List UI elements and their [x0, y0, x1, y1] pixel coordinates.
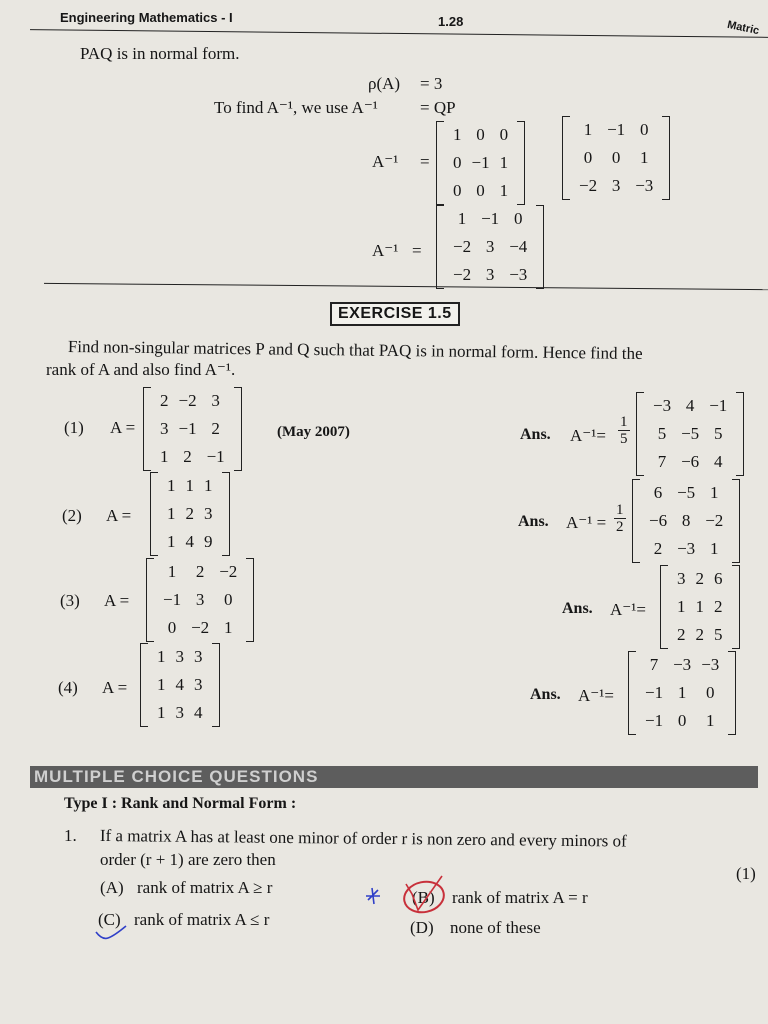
matrix-cell: 4	[685, 396, 695, 415]
matrix-cell: 1	[223, 618, 233, 637]
matrix-cell: 2	[653, 539, 663, 558]
bracket-left	[436, 121, 444, 205]
matrix-cell: 2	[695, 625, 704, 644]
bracket-left	[636, 392, 644, 476]
item-2-ans-lhs: A⁻¹ =	[566, 513, 607, 532]
matrix-cell: 1	[160, 447, 169, 466]
matrix-cell: −2	[178, 391, 197, 410]
matrix-cell: −3	[509, 265, 528, 284]
matrix-q	[436, 121, 525, 205]
matrix-cell: −1	[709, 396, 728, 415]
matrix-cell: 1	[583, 120, 593, 139]
matrix-cell: −1	[645, 683, 664, 702]
header-rule	[30, 29, 768, 38]
matrix-cell: 3	[677, 569, 686, 588]
matrix-cell: −2	[579, 176, 598, 195]
matrix-cell: 1	[167, 532, 176, 551]
matrix-cell: 2	[183, 447, 192, 466]
matrix-cell: 2	[195, 562, 205, 581]
matrix-cell: 0	[583, 148, 593, 167]
q1-number: 1.	[64, 826, 77, 845]
page-number: 1.28	[438, 14, 464, 29]
option-a-text: rank of matrix A ≥ r	[137, 878, 273, 897]
matrix-cell: 3	[204, 504, 213, 523]
matrix-cell: −3	[701, 655, 720, 674]
find-rhs: = QP	[420, 98, 456, 117]
item-4-matrix	[140, 643, 220, 727]
section-rule	[44, 283, 768, 290]
matrix-cell: 3	[211, 391, 220, 410]
matrix-cell: −2	[453, 237, 472, 256]
item-1-ans-matrix	[636, 392, 744, 476]
item-2-ans-fraction: $\frac{1}{2}$	[616, 502, 624, 535]
matrix-cell: 1	[677, 597, 686, 616]
matrix-cell: −6	[681, 452, 700, 471]
item-1-ans-lhs: A⁻¹=	[570, 426, 606, 445]
pen-tick-mark-icon	[92, 924, 132, 944]
matrix-cell: 0	[705, 683, 715, 702]
matrix-cell: −4	[509, 237, 528, 256]
exercise-prompt-line1: Find non-singular matrices P and Q such that PAQ is in normal form. Hence find the	[67, 337, 643, 364]
matrix-cell: 1	[499, 181, 509, 200]
matrix-cell: 3	[195, 590, 205, 609]
matrix-cell: 0	[453, 181, 462, 200]
matrix-cell: 4	[713, 452, 723, 471]
matrix-cell: 5	[657, 424, 667, 443]
matrix-cell: −1	[471, 153, 490, 172]
matrix-cell: 3	[485, 265, 495, 284]
item-1-ans-fraction: $\frac{1}{5}$	[620, 414, 628, 447]
matrix-cell: −5	[681, 424, 700, 443]
matrix-cell: 5	[713, 424, 723, 443]
bracket-left	[562, 116, 570, 200]
matrix-cell: 0	[639, 120, 649, 139]
bracket-right	[222, 472, 230, 556]
option-a-label: (A)	[100, 878, 124, 897]
matrix-cell: 4	[175, 675, 184, 694]
option-d-label: (D)	[410, 918, 434, 937]
matrix-cell: −3	[673, 655, 692, 674]
option-c-label: (C)	[98, 910, 121, 929]
matrix-cell: −1	[178, 419, 197, 438]
matrix-cell: 7	[649, 655, 659, 674]
bracket-right	[212, 643, 220, 727]
matrix-cell: 0	[513, 209, 523, 228]
matrix-cell: 6	[653, 483, 663, 502]
item-1-ans-label: Ans.	[520, 426, 551, 443]
bracket-right	[736, 392, 744, 476]
matrix-cell: 3	[485, 237, 495, 256]
matrix-cell: 2	[677, 625, 686, 644]
matrix-cell: 0	[499, 125, 509, 144]
matrix-cell: 0	[223, 590, 233, 609]
matrix-cell: 1	[167, 504, 176, 523]
item-2-lhs: A =	[106, 506, 132, 525]
matrix-cell: 1	[677, 683, 687, 702]
matrix-cell: 2	[714, 597, 723, 616]
matrix-cell: −5	[677, 483, 696, 502]
equals-2: =	[412, 241, 422, 260]
matrix-cell: 3	[194, 647, 203, 666]
bracket-right	[234, 387, 242, 471]
bracket-left	[660, 565, 668, 649]
matrix-cell: 1	[695, 597, 704, 616]
matrix-cell: −2	[219, 562, 238, 581]
matrix-cell: 1	[167, 562, 177, 581]
chapter-tab: Matric	[726, 18, 761, 38]
matrix-cell: 1	[185, 476, 194, 495]
equals-1: =	[420, 152, 430, 171]
item-1-note: (May 2007)	[277, 424, 350, 440]
matrix-cell: 2	[211, 419, 220, 438]
matrix-cell: 1	[457, 209, 467, 228]
exercise-title: EXERCISE 1.5	[330, 302, 460, 326]
bracket-right	[536, 205, 544, 289]
intro-line: PAQ is in normal form.	[80, 44, 240, 63]
option-c-text: rank of matrix A ≤ r	[134, 910, 270, 929]
item-4-number: (4)	[58, 678, 78, 697]
bracket-right	[246, 558, 254, 642]
running-header-title: Engineering Mathematics - I	[60, 10, 233, 25]
matrix-cell: −1	[645, 711, 664, 730]
item-4-ans-label: Ans.	[530, 686, 561, 703]
matrix-cell: 0	[476, 125, 485, 144]
item-2-ans-matrix	[632, 479, 740, 563]
matrix-cell: −3	[677, 539, 696, 558]
matrix-cell: 6	[714, 569, 723, 588]
item-3-lhs: A =	[104, 591, 130, 610]
item-4-ans-matrix	[628, 651, 736, 735]
bracket-left	[140, 643, 148, 727]
item-3-ans-label: Ans.	[562, 600, 593, 617]
matrix-cell: 4	[194, 703, 203, 722]
matrix-cell: 1	[157, 647, 166, 666]
matrix-cell: 3	[160, 419, 169, 438]
matrix-cell: 1	[204, 476, 213, 495]
item-4-ans-lhs: A⁻¹=	[578, 686, 614, 705]
exercise-prompt-line2: rank of A and also find A⁻¹.	[46, 360, 236, 379]
matrix-cell: 1	[709, 483, 719, 502]
matrix-cell: 1	[499, 153, 509, 172]
matrix-cell: −3	[635, 176, 654, 195]
item-3-ans-matrix	[660, 565, 740, 649]
matrix-cell: −2	[453, 265, 472, 284]
matrix-cell: 0	[453, 153, 462, 172]
bracket-right	[728, 651, 736, 735]
bracket-left	[632, 479, 640, 563]
ainv-label-2: A⁻¹	[372, 241, 399, 260]
matrix-cell: 8	[681, 511, 691, 530]
item-3-matrix	[146, 558, 254, 642]
matrix-cell: −2	[705, 511, 724, 530]
item-3-ans-lhs: A⁻¹=	[610, 600, 646, 619]
matrix-cell: 4	[185, 532, 194, 551]
matrix-p	[562, 116, 670, 200]
item-2-matrix	[150, 472, 230, 556]
bracket-left	[436, 205, 444, 289]
matrix-cell: −1	[481, 209, 500, 228]
item-1-matrix	[143, 387, 242, 471]
rank-lhs: ρ(A)	[368, 74, 401, 93]
bracket-left	[146, 558, 154, 642]
matrix-cell: 0	[476, 181, 485, 200]
item-1-number: (1)	[64, 418, 84, 437]
matrix-cell: −2	[191, 618, 210, 637]
matrix-cell: −3	[653, 396, 672, 415]
matrix-cell: 2	[160, 391, 169, 410]
item-1-lhs: A =	[110, 418, 136, 437]
matrix-cell: 3	[175, 703, 184, 722]
option-b-label: (B)	[412, 888, 435, 907]
matrix-cell: 5	[714, 625, 723, 644]
option-b-text: rank of matrix A = r	[452, 888, 588, 907]
bracket-left	[150, 472, 158, 556]
matrix-cell: 9	[204, 532, 213, 551]
mcq-type-heading: Type I : Rank and Normal Form :	[64, 795, 297, 812]
item-4-lhs: A =	[102, 678, 128, 697]
matrix-cell: 3	[194, 675, 203, 694]
matrix-cell: −6	[649, 511, 668, 530]
bracket-right	[732, 479, 740, 563]
bracket-right	[732, 565, 740, 649]
item-2-number: (2)	[62, 506, 82, 525]
matrix-cell: −1	[163, 590, 182, 609]
matrix-cell: −1	[607, 120, 626, 139]
matrix-cell: 1	[709, 539, 719, 558]
matrix-cell: 2	[185, 504, 194, 523]
matrix-cell: 0	[677, 711, 687, 730]
bracket-right	[662, 116, 670, 200]
matrix-result	[436, 205, 544, 289]
q1-text-line2: order (r + 1) are zero then	[100, 850, 276, 869]
item-2-ans-label: Ans.	[518, 513, 549, 530]
matrix-cell: 1	[157, 703, 166, 722]
matrix-cell: 7	[657, 452, 667, 471]
matrix-cell: 2	[695, 569, 704, 588]
matrix-cell: 3	[611, 176, 621, 195]
matrix-cell: 1	[167, 476, 176, 495]
pen-circle-mark-icon	[360, 870, 450, 920]
bracket-left	[143, 387, 151, 471]
matrix-cell: 1	[639, 148, 649, 167]
q1-marks: (1)	[736, 864, 756, 883]
q1-text-line1: If a matrix A has at least one minor of order r is non zero and every minors of	[99, 826, 627, 851]
matrix-cell: −1	[206, 447, 225, 466]
matrix-cell: 1	[453, 125, 462, 144]
mcq-banner: MULTIPLE CHOICE QUESTIONS	[30, 766, 758, 788]
matrix-cell: 1	[157, 675, 166, 694]
item-3-number: (3)	[60, 591, 80, 610]
rank-rhs: = 3	[420, 74, 443, 93]
bracket-left	[628, 651, 636, 735]
matrix-cell: 0	[611, 148, 621, 167]
bracket-right	[517, 121, 525, 205]
matrix-cell: 3	[175, 647, 184, 666]
matrix-cell: 0	[167, 618, 177, 637]
matrix-cell: 1	[705, 711, 715, 730]
find-lhs: To find A⁻¹, we use A⁻¹	[214, 98, 378, 117]
option-d-text: none of these	[450, 918, 541, 937]
ainv-label-1: A⁻¹	[372, 152, 399, 171]
